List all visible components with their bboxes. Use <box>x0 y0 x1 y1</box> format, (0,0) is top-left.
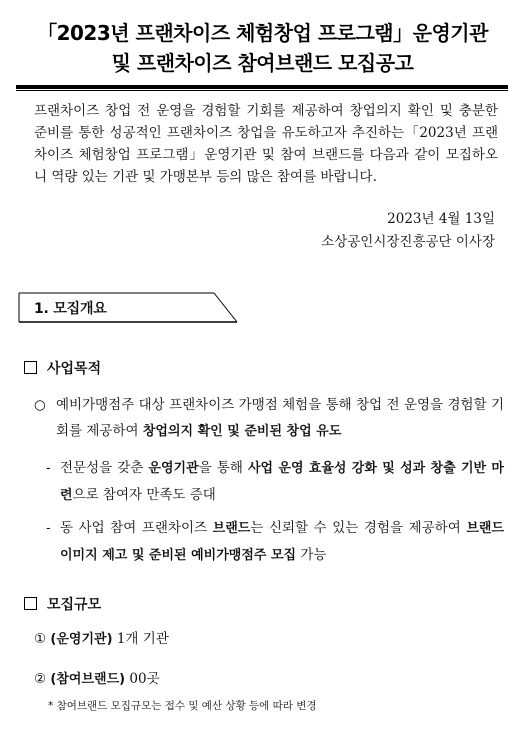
scale-item-2-label: (참여브랜드) <box>50 672 126 687</box>
purpose-detail-2-text-c: 가능 <box>296 547 327 563</box>
circle-bullet-icon: ○ <box>34 397 46 413</box>
announcement-signer: 소상공인시장진흥공단 이사장 <box>321 234 495 250</box>
subheading-scale-label: 모집규모 <box>47 597 102 613</box>
section-heading-box <box>18 292 238 322</box>
purpose-item-text: 예비가맹점주 대상 프랜차이즈 가맹점 체험을 통해 창업 전 운영을 경험할 기회를 제공하여 <box>56 397 504 439</box>
subheading-purpose-label: 사업목적 <box>47 361 102 377</box>
purpose-detail-2 <box>60 515 504 569</box>
purpose-item <box>56 392 504 445</box>
page-title <box>0 18 525 78</box>
purpose-detail-1-emphasis-a: 운영기관 <box>148 461 199 476</box>
purpose-detail-1-emphasis-b: 사업 운영 효율성 강화 및 성과 창출 기반 마련 <box>60 461 504 503</box>
purpose-item-emphasis: 창업의지 확인 및 준비된 창업 유도 <box>142 424 342 439</box>
dash-bullet-2: - <box>46 520 51 536</box>
scale-item-1-label: (운영기관) <box>50 632 113 647</box>
purpose-detail-2-text-a: 동 사업 참여 프랜차이즈 <box>60 520 213 536</box>
subheading-scale <box>24 594 101 614</box>
section-label: 1. 모집개요 <box>34 301 107 317</box>
purpose-detail-1-text-b: 을 통해 <box>198 460 248 476</box>
title-underline-thin <box>16 90 508 91</box>
circled-number-1: ① <box>34 631 47 647</box>
purpose-detail-1 <box>60 455 504 509</box>
scale-item-2-value: 00곳 <box>125 671 160 687</box>
title-line-1: 「2023년 프랜차이즈 체험창업 프로그램」운영기관 <box>37 21 488 45</box>
square-bullet-icon <box>24 361 37 374</box>
dash-bullet-1: - <box>46 460 51 476</box>
purpose-detail-1-text-c: 으로 참여자 만족도 증대 <box>72 487 216 503</box>
announcement-date: 2023년 4월 13일 <box>387 211 495 227</box>
scale-item-1-value: 1개 기관 <box>112 631 169 647</box>
subheading-purpose <box>24 358 101 378</box>
purpose-detail-2-emphasis-a: 브랜드 <box>212 521 251 536</box>
title-line-2: 및 프랜차이즈 참여브랜드 모집공고 <box>111 51 414 75</box>
scale-item-1 <box>34 626 494 653</box>
circled-number-2: ② <box>34 671 47 687</box>
scale-footnote: * 참여브랜드 모집규모는 접수 및 예산 상황 등에 따라 변경 <box>48 700 317 712</box>
purpose-detail-2-emphasis-b: 브랜드 이미지 제고 및 준비된 예비가맹점주 모집 <box>60 521 504 563</box>
title-underline-thick <box>16 85 508 89</box>
purpose-detail-1-text-a: 전문성을 갖춘 <box>60 460 149 476</box>
intro-paragraph: 프랜차이즈 창업 전 운영을 경험할 기회를 제공하여 창업의지 확인 및 충분한 준비를 통한 성공적인 프랜차이즈 창업을 유도하고자 추진하는「2023년 프랜차이즈 체험창업 프로그램」운영기관 및 참여 브랜드를 다음과 같이 모집하오니 역량 있는 기관 및 가맹본부 등의 많은 참여를 바랍니다. <box>34 103 498 185</box>
square-bullet-icon <box>24 597 37 610</box>
scale-item-2 <box>34 666 494 693</box>
purpose-detail-2-text-b: 는 신뢰할 수 있는 경험을 제공하여 <box>250 520 467 536</box>
